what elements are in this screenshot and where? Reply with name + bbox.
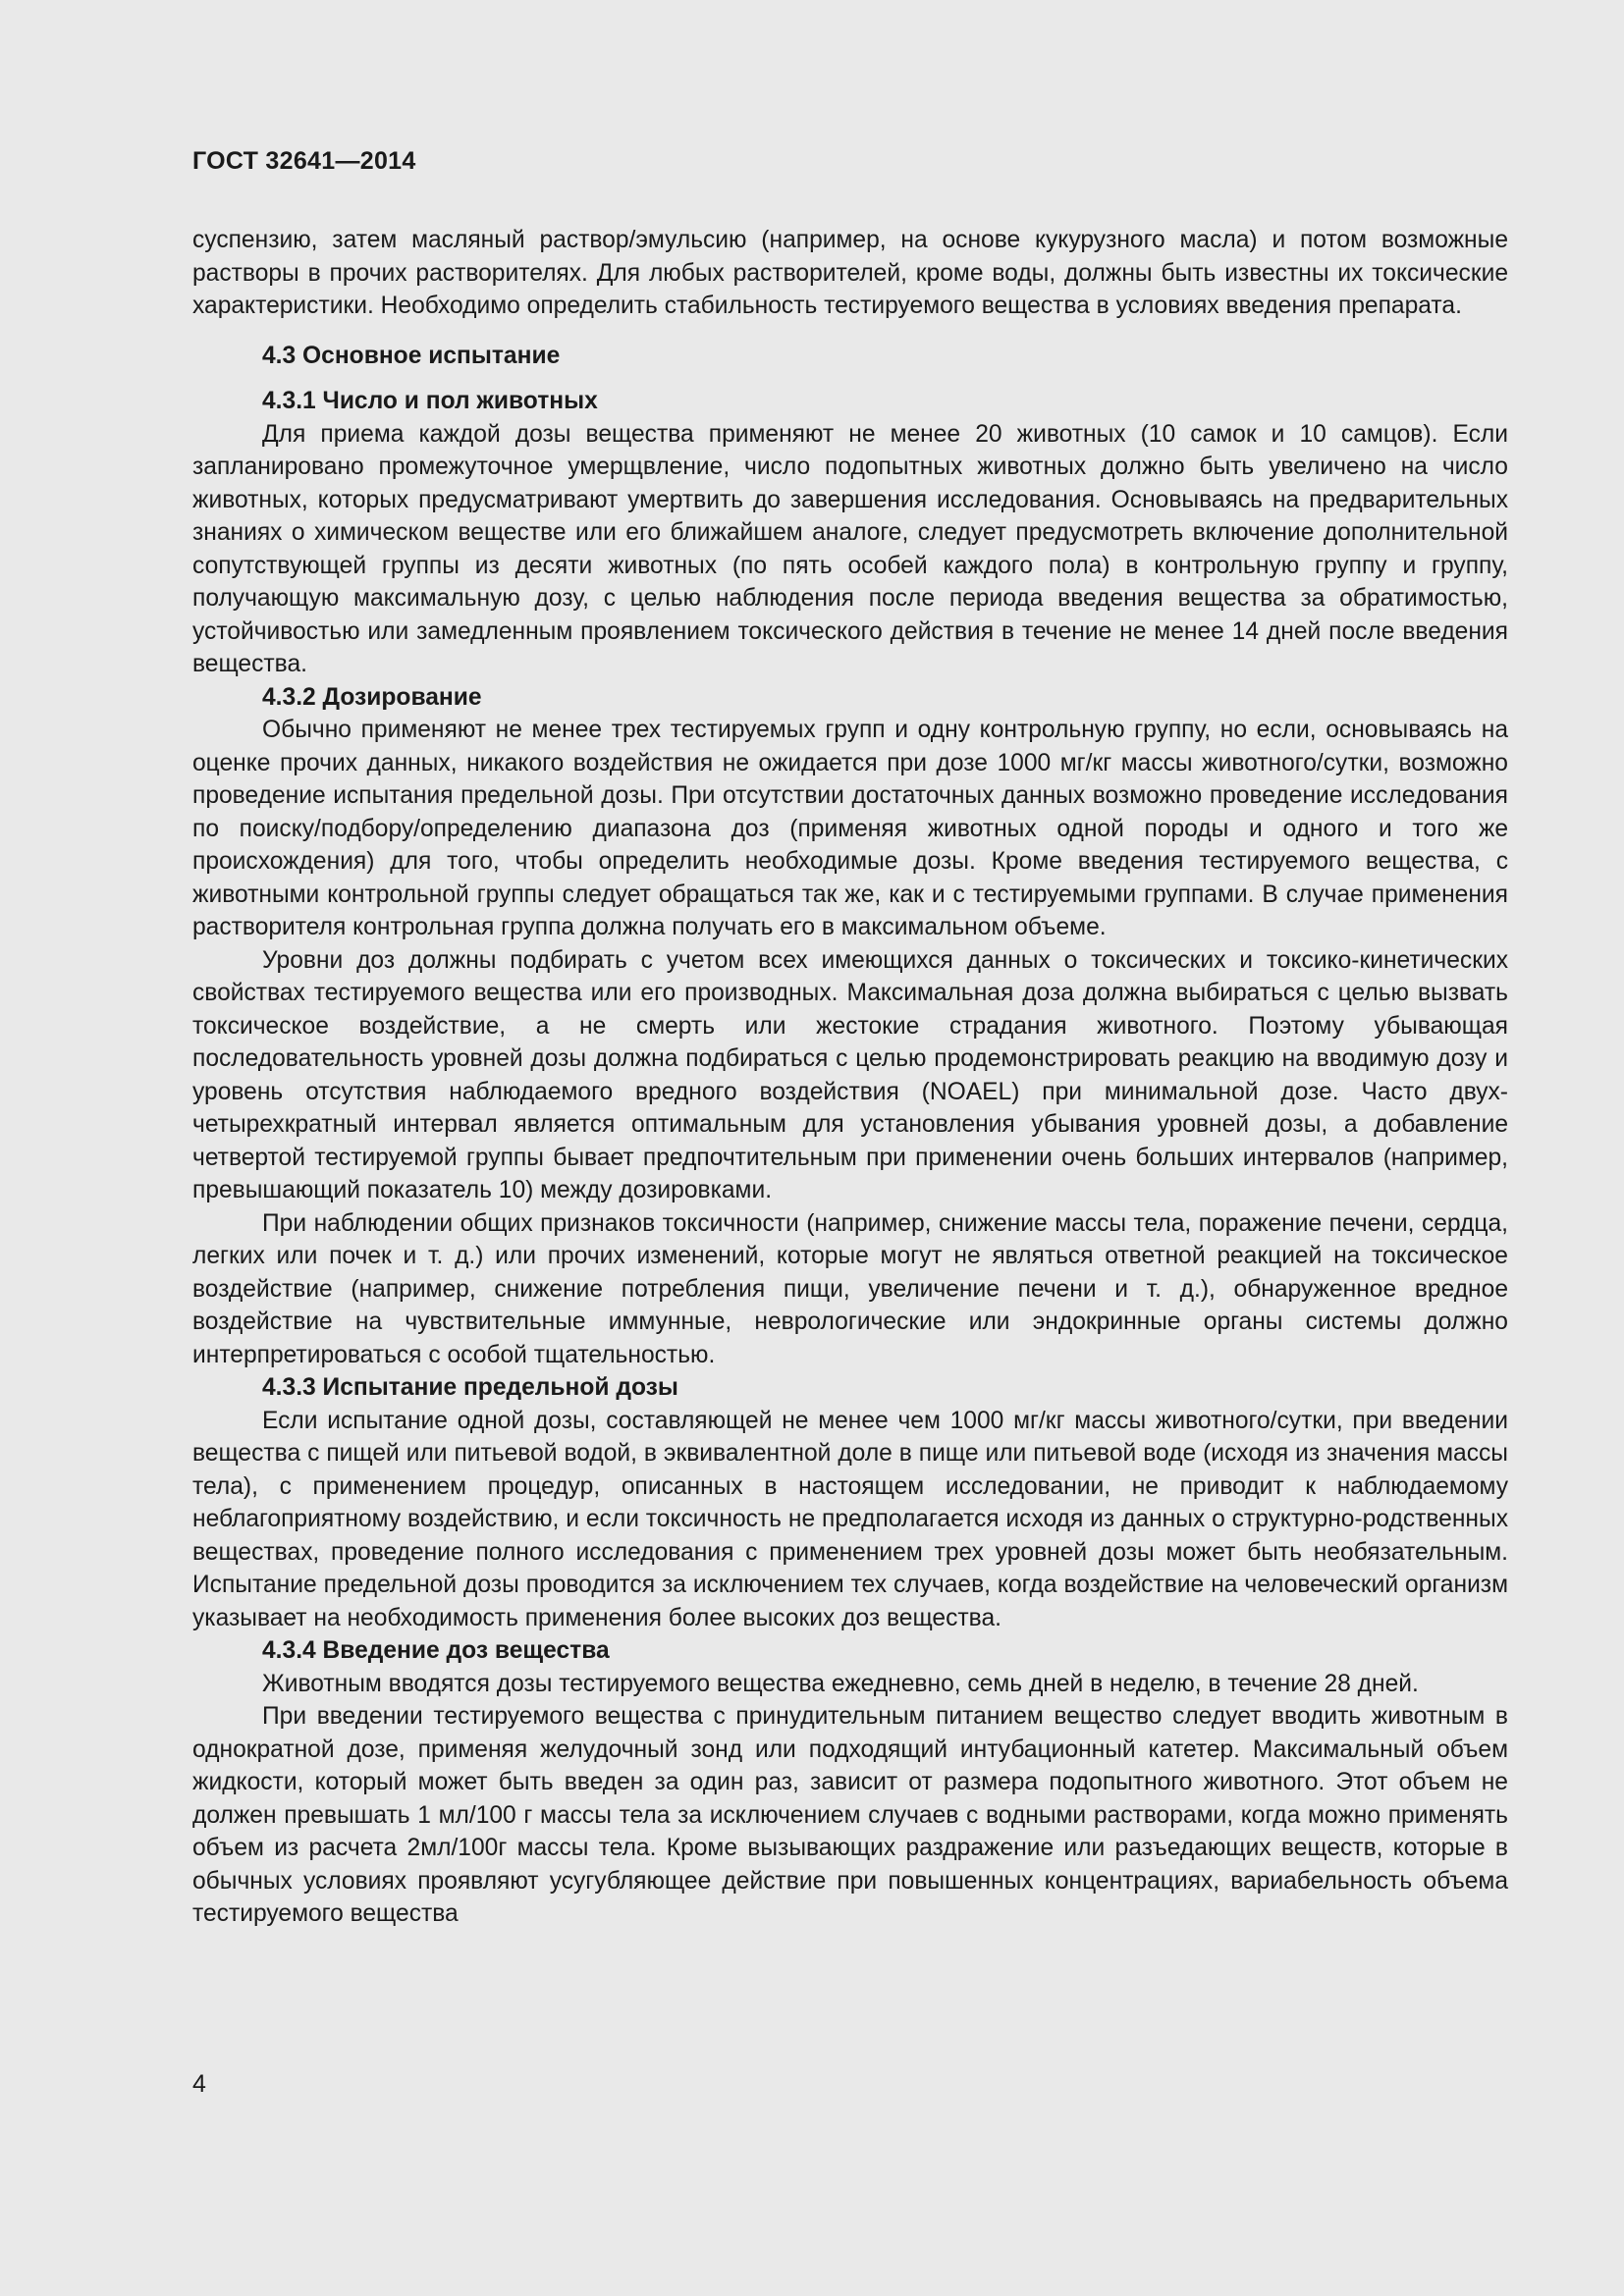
paragraph-gavage: При введении тестируемого вещества с принудительным питанием вещество следует вводить животным в однократной дозе, применяя желудочный зонд или подходящий интубационный катетер. Максимальный объем жидкости, который может быть введен за один раз, зависит от размера подопытного животного. Этот объем не должен превышать 1 мл/100 г массы тела за исключением случаев с водными растворами, когда можно применять объем из расчета 2мл/100г массы тела. Кроме вызывающих раздражение или разъедающих веществ, которые в обычных условиях проявляют усугубляющее действие при повышенных концентрациях, вариабельность объема тестируемого вещества bbox=[192, 1703, 1508, 1927]
section-heading-4-3-4: 4.3.4 Введение доз вещества bbox=[262, 1637, 610, 1664]
paragraph-dosing: Обычно применяют не менее трех тестируемых групп и одну контрольную группу, но если, основываясь на оценке прочих данных, никакого воздействия не ожидается при дозе 1000 мг/кг массы животного/сутки, возможно проведение испытания предельной дозы. При отсутствии достаточных данных возможно проведение исследования по поиску/подбору/определению диапазона доз (применяя животных одной породы и одного и того же происхождения) для того, чтобы определить необходимые дозы. Кроме введения тестируемого вещества, с животными контрольной группы следует обращаться так же, как и с тестируемыми группами. В случае применения растворителя контрольная группа должна получать его в максимальном объеме. bbox=[192, 717, 1508, 940]
paragraph-continuation: суспензию, затем масляный раствор/эмульсию (например, на основе кукурузного масла) и потом возможные растворы в прочих растворителях. Для любых растворителей, кроме воды, должны быть известны их токсические характеристики. Необходимо определить стабильность тестируемого вещества в условиях введения препарата. bbox=[192, 227, 1508, 319]
paragraph-limit-test: Если испытание одной дозы, составляющей не менее чем 1000 мг/кг массы животного/сутки, при введении вещества с пищей или питьевой водой, в эквивалентной доле в пище или питьевой воде (исходя из значения массы тела), с применением процедур, описанных в настоящем исследовании, не приводит к наблюдаемому неблагоприятному воздействию, и если токсичность не предполагается исходя из данных о структурно-родственных веществах, проведение полного исследования с применением трех уровней дозы может быть необязательным. Испытание предельной дозы проводится за исключением тех случаев, когда воздействие на человеческий организм указывает на необходимость применения более высоких доз вещества. bbox=[192, 1407, 1508, 1631]
page-number: 4 bbox=[192, 2070, 206, 2098]
standard-header: ГОСТ 32641—2014 bbox=[192, 147, 416, 175]
paragraph-administration: Животным вводятся дозы тестируемого вещества ежедневно, семь дней в неделю, в течение 28 дней. bbox=[262, 1670, 1419, 1697]
section-heading-4-3: 4.3 Основное испытание bbox=[262, 342, 561, 369]
paragraph-animals: Для приема каждой дозы вещества применяют не менее 20 животных (10 самок и 10 самцов). Если запланировано промежуточное умерщвление, число подопытных животных должно быть увеличено на число животных, которых предусматривают умертвить до завершения исследования. Основываясь на предварительных знаниях о химическом веществе или его ближайшем аналоге, следует предусмотреть включение дополнительной сопутствующей группы из десяти животных (по пять особей каждого пола) в контрольную группу и группу, получающую максимальную дозу, с целью наблюдения после периода введения вещества за обратимостью, устойчивостью или замедленным проявлением токсического действия в течение не менее 14 дней после введения вещества. bbox=[192, 420, 1508, 677]
document-body bbox=[192, 224, 1508, 1931]
paragraph-dose-levels: Уровни доз должны подбирать с учетом всех имеющихся данных о токсических и токсико-кинетических свойствах тестируемого вещества или его производных. Максимальная доза должна выбираться с целью вызвать токсическое воздействие, а не смерть или жестокие страдания животного. Поэтому убывающая последовательность уровней дозы должна подбираться с целью продемонстрировать реакцию на вводимую дозу и уровень отсутствия наблюдаемого вредного воздействия (NOAEL) при минимальной дозе. Часто двух-четырехкратный интервал является оптимальным для установления убывания уровней дозы, а добавление четвертой тестируемой группы бывает предпочтительным при применении очень больших интервалов (например, превышающий показатель 10) между дозировками. bbox=[192, 946, 1508, 1203]
section-heading-4-3-2: 4.3.2 Дозирование bbox=[262, 683, 482, 711]
section-heading-4-3-1: 4.3.1 Число и пол животных bbox=[262, 388, 598, 414]
paragraph-toxicity-signs: При наблюдении общих признаков токсичности (например, снижение массы тела, поражение печени, сердца, легких или почек и т. д.) или прочих изменений, которые могут не являться ответной реакцией на токсическое воздействие (например, снижение потребления пищи, увеличение печени и т. д.), обнаруженное вредное воздействие на чувствительные иммунные, неврологические или эндокринные органы системы должно интерпретироваться с особой тщательностью. bbox=[192, 1209, 1508, 1368]
section-heading-4-3-3: 4.3.3 Испытание предельной дозы bbox=[262, 1374, 678, 1401]
